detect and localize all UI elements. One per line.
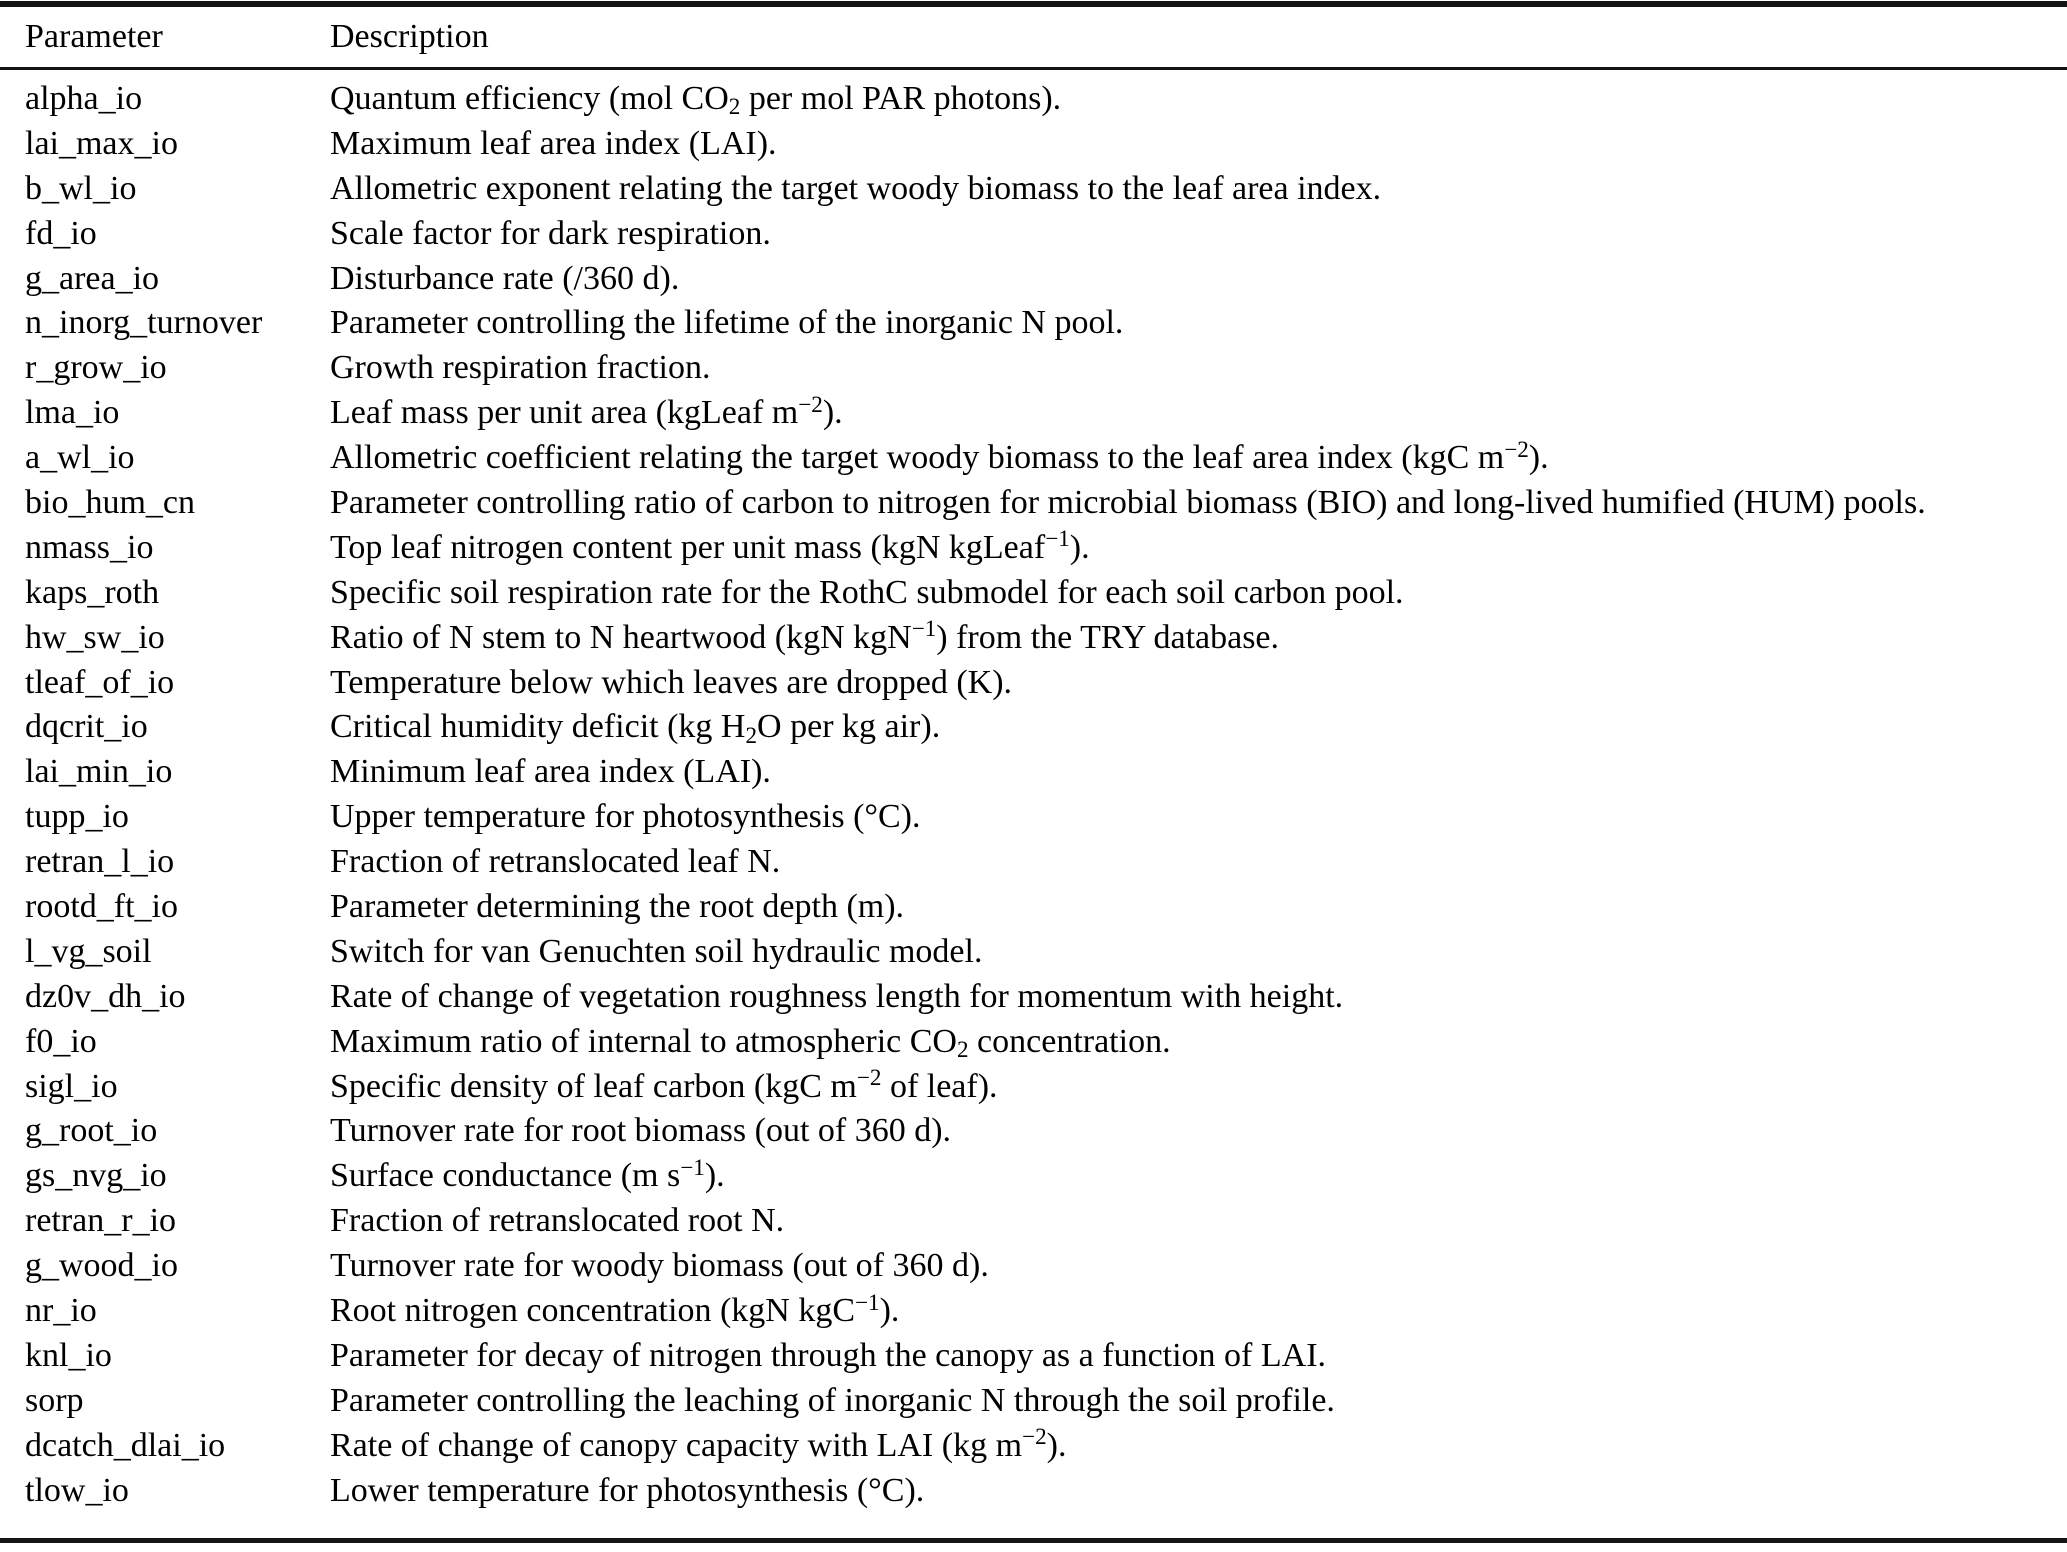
table-row — [0, 122, 2067, 167]
table-row — [0, 1379, 2067, 1424]
parameter-cell: g_wood_io — [25, 1247, 178, 1285]
table-row — [0, 750, 2067, 795]
parameter-cell: g_area_io — [25, 259, 160, 297]
description-cell: Temperature below which leaves are dropped (K). — [330, 663, 1013, 701]
table-row — [0, 1199, 2067, 1244]
parameter-cell: nmass_io — [25, 528, 154, 566]
table-row — [0, 705, 2067, 750]
parameter-cell: b_wl_io — [25, 169, 137, 207]
description-cell: Quantum efficiency (mol $CO_2$ per mol PAR photons). — [330, 80, 1062, 121]
table-row — [0, 436, 2067, 481]
parameter-cell: tlow_io — [25, 1471, 129, 1509]
table-row — [0, 481, 2067, 526]
table-row — [0, 1109, 2067, 1154]
parameter-cell: hw_sw_io — [25, 618, 165, 656]
table-row — [0, 1244, 2067, 1289]
description-cell: Lower temperature for photosynthesis (°C). — [330, 1471, 925, 1509]
table-row — [0, 1289, 2067, 1334]
table-row — [0, 346, 2067, 391]
parameter-cell: r_grow_io — [25, 349, 167, 387]
parameter-cell: gs_nvg_io — [25, 1157, 167, 1195]
table-row — [0, 975, 2067, 1020]
table-row — [0, 885, 2067, 930]
table-row — [0, 1334, 2067, 1379]
parameter-cell: n_inorg_turnover — [25, 304, 263, 342]
description-cell: Specific soil respiration rate for the RothC submodel for each soil carbon pool. — [330, 573, 1404, 611]
column-header-description: Description — [330, 18, 489, 55]
parameter-cell: lai_min_io — [25, 753, 173, 791]
table-row — [0, 1424, 2067, 1469]
parameter-cell: l_vg_soil — [25, 932, 152, 970]
parameter-cell: lai_max_io — [25, 124, 178, 162]
description-cell: Upper temperature for photosynthesis (°C). — [330, 798, 921, 836]
description-cell: Allometric coefficient relating the target woody biomass to the leaf area index (kgC $m^{-2}$). — [330, 436, 1549, 477]
parameter-cell: nr_io — [25, 1292, 97, 1330]
description-cell: Root nitrogen concentration (kgN kgC$^{-1}$). — [330, 1289, 900, 1330]
table-row — [0, 212, 2067, 257]
description-cell: Critical humidity deficit (kg $H_2O$ per kg air). — [330, 708, 941, 749]
parameter-cell: dz0v_dh_io — [25, 977, 186, 1015]
description-cell: Allometric exponent relating the target woody biomass to the leaf area index. — [330, 169, 1382, 207]
parameter-cell: sigl_io — [25, 1067, 118, 1105]
table-row — [0, 840, 2067, 885]
description-cell: Rate of change of canopy capacity with LAI (kg $m^{-2}$). — [330, 1424, 1067, 1464]
table-row — [0, 391, 2067, 436]
table-header-row — [0, 7, 2067, 67]
parameter-cell: alpha_io — [25, 80, 143, 117]
table-row — [0, 1065, 2067, 1110]
parameter-cell: a_wl_io — [25, 439, 135, 477]
table-row — [0, 571, 2067, 616]
table-body — [0, 70, 2067, 1538]
parameter-cell: fd_io — [25, 214, 97, 252]
table-row — [0, 930, 2067, 975]
parameter-cell: knl_io — [25, 1336, 112, 1374]
parameter-cell: retran_l_io — [25, 843, 175, 881]
description-cell: Maximum ratio of internal to atmospheric $CO_2$ concentration. — [330, 1022, 1171, 1063]
description-cell: Parameter determining the root depth (m). — [330, 888, 905, 926]
description-cell: Top leaf nitrogen content per unit mass (kgN kgLeaf$^{-1}$). — [330, 526, 1090, 566]
parameter-cell: tupp_io — [25, 798, 129, 836]
table-row — [0, 167, 2067, 212]
description-cell: Rate of change of vegetation roughness length for momentum with height. — [330, 977, 1344, 1015]
description-cell: Fraction of retranslocated root N. — [330, 1202, 785, 1240]
description-cell: Fraction of retranslocated leaf N. — [330, 843, 781, 881]
column-header-parameter: Parameter — [25, 18, 163, 55]
parameter-cell: tleaf_of_io — [25, 663, 175, 701]
description-cell: Turnover rate for root biomass (out of 360 d). — [330, 1112, 952, 1150]
parameter-cell: f0_io — [25, 1022, 97, 1060]
table-row — [0, 795, 2067, 840]
table-row — [0, 257, 2067, 302]
description-cell: Parameter for decay of nitrogen through the canopy as a function of LAI. — [330, 1336, 1327, 1374]
parameter-cell: dqcrit_io — [25, 708, 148, 746]
table-rule-bottom — [0, 1538, 2067, 1543]
description-cell: Parameter controlling the leaching of inorganic N through the soil profile. — [330, 1381, 1335, 1419]
description-cell: Surface conductance (m $s^{-1}$). — [330, 1154, 725, 1195]
parameter-cell: sorp — [25, 1381, 84, 1419]
description-cell: Maximum leaf area index (LAI). — [330, 124, 777, 162]
parameter-cell: lma_io — [25, 394, 120, 432]
parameter-cell: kaps_roth — [25, 573, 160, 611]
description-cell: Leaf mass per unit area (kgLeaf $m^{-2}$). — [330, 391, 843, 432]
table-row — [0, 1020, 2067, 1065]
table-row — [0, 526, 2067, 571]
description-cell: Switch for van Genuchten soil hydraulic model. — [330, 932, 983, 970]
description-cell: Minimum leaf area index (LAI). — [330, 753, 771, 791]
description-cell: Scale factor for dark respiration. — [330, 214, 771, 252]
table-row — [0, 661, 2067, 706]
table-row — [0, 301, 2067, 346]
description-cell: Ratio of N stem to N heartwood (kgN kgN$^{-1}$) from the TRY database. — [330, 616, 1280, 656]
description-cell: Disturbance rate (/360 d). — [330, 259, 680, 297]
table-row — [0, 1469, 2067, 1514]
description-cell: Parameter controlling the lifetime of the inorganic N pool. — [330, 304, 1124, 342]
parameter-cell: bio_hum_cn — [25, 484, 195, 522]
parameter-cell: retran_r_io — [25, 1202, 177, 1240]
parameter-cell: g_root_io — [25, 1112, 158, 1150]
parameter-cell: rootd_ft_io — [25, 888, 178, 926]
table-row — [0, 1154, 2067, 1199]
table-row — [0, 616, 2067, 661]
parameter-cell: dcatch_dlai_io — [25, 1426, 226, 1464]
description-cell: Turnover rate for woody biomass (out of 360 d). — [330, 1247, 989, 1285]
table-row — [0, 77, 2067, 122]
description-cell: Specific density of leaf carbon (kgC $m^{-2}$ of leaf). — [330, 1065, 998, 1105]
description-cell: Growth respiration fraction. — [330, 349, 711, 387]
description-cell: Parameter controlling ratio of carbon to nitrogen for microbial biomass (BIO) and long-lived humified (HUM) pools. — [330, 484, 1926, 522]
